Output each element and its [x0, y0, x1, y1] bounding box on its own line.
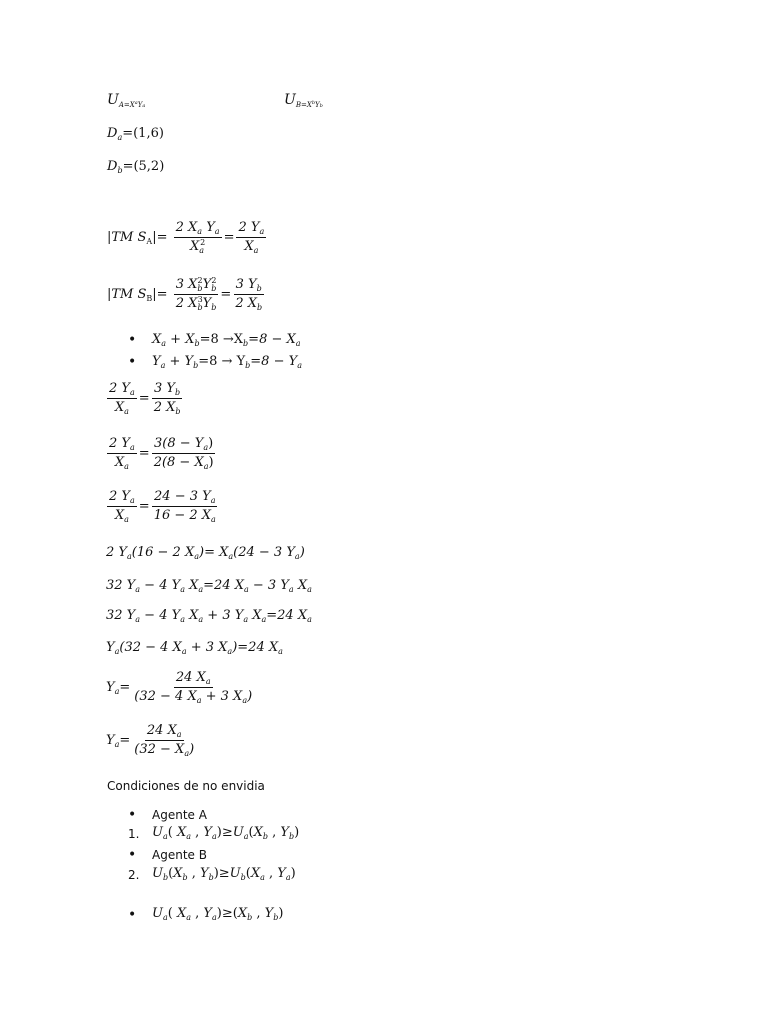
equation-step-2: $\frac{2 Y_a}{X_a}$ = $\frac{3(8 - Y_a)}{2(8 - X_a)}$: [109, 436, 214, 471]
condition-2: $U_b(X_b$ , $Y_b)\ge U_b(X_a$ , $Y_a$): [152, 866, 296, 882]
agent-a-label: Agente A: [152, 808, 207, 822]
constraint-x: $X_a + X_b=8 \to X_b=8 - X_a$: [152, 332, 301, 348]
bullet-icon: •: [128, 354, 137, 370]
utility-a: $U_{A=X}a_{Ya}$: [107, 92, 146, 109]
condition-final: $U_a$( $X_a$ , $Y_a)\ge(X_b$ , $Y_b$): [152, 906, 284, 922]
equation-step-9: $Y_a=$ $\frac{24 X_a}{(32 - X_a)}$: [106, 723, 195, 758]
constraint-y: $Y_a + Y_b=8 \to Y_b=8 - Y_a$: [152, 354, 302, 370]
equation-step-1: $\frac{2 Y_a}{X_a}$ = $\frac{3 Y_b}{2 X_b}$: [109, 381, 181, 416]
equation-step-5: 32 $Y_a - 4$ $Y_a$ $X_a=24$ $X_a - 3$ $Y_a$ $X_a$: [106, 578, 312, 594]
bullet-icon: •: [128, 332, 137, 348]
endowment-a: $D_a=(1,6)$: [107, 126, 164, 142]
bullet-icon: •: [128, 847, 137, 863]
agent-b-label: Agente B: [152, 848, 207, 862]
list-number-2: 2.: [128, 868, 140, 882]
list-number-1: 1.: [128, 827, 140, 841]
equation-step-7: $Y_a(32 - 4$ $X_a + 3$ $X_a)=24$ $X_a$: [106, 640, 283, 656]
bullet-icon: •: [128, 907, 137, 923]
tms-a-equation: |TM $S_A|=$ $\frac{2 X_a Y_a}{X_a^2}$ = $\frac{2 Y_a}{X_a}$: [107, 220, 265, 255]
equation-step-3: $\frac{2 Y_a}{X_a}$ = $\frac{24 - 3 Y_a}{16 - 2 X_a}$: [109, 489, 216, 524]
equation-step-6: 32 $Y_a - 4$ $Y_a$ $X_a + 3$ $Y_a$ $X_a=24$ $X_a$: [106, 608, 312, 624]
equation-step-8: $Y_a=$ $\frac{24 X_a}{(32 - 4 X_a + 3 X_a)}$: [106, 670, 253, 705]
tms-b-equation: |TM $S_B|=$ $\frac{3 X_b^2Y_b^2}{2 X_b^3Y_b}$ = $\frac{3 Y_b}{2 X_b}$: [107, 276, 263, 312]
endowment-b: $D_b=(5,2)$: [107, 159, 165, 175]
utility-b: $U_{B=X}b_{Yb}$: [284, 92, 323, 109]
condition-1: $U_a$( $X_a$ , $Y_a)\ge U_a(X_b$ , $Y_b$): [152, 825, 300, 841]
section-heading: Condiciones de no envidia: [107, 779, 265, 793]
equation-step-4: 2 $Y_a(16 - 2$ $X_a)= X_a(24 - 3$ $Y_a$): [106, 545, 305, 561]
bullet-icon: •: [128, 807, 137, 823]
